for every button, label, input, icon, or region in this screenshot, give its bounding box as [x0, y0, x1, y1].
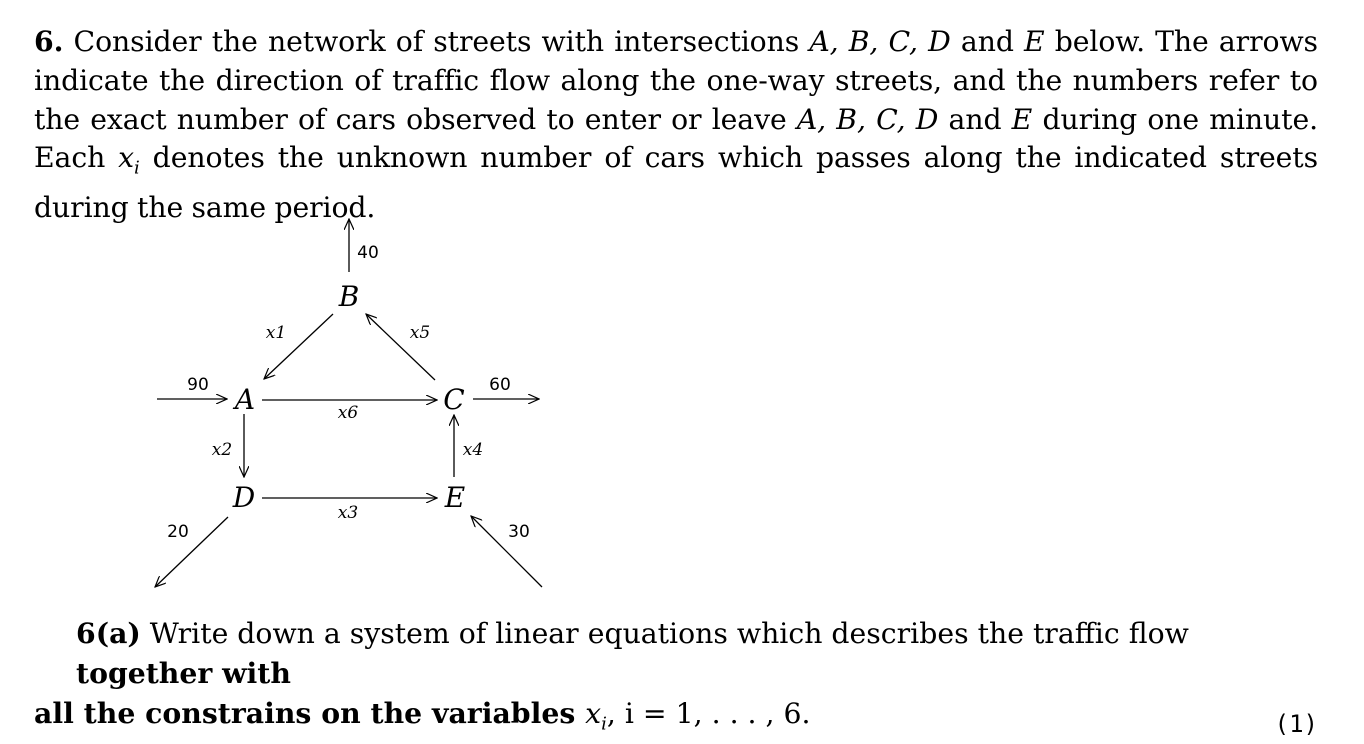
arrow-into-E	[471, 516, 542, 587]
problem-number: 6.	[34, 24, 64, 58]
question-6a-line1	[34, 614, 1318, 694]
node-A: A	[234, 383, 256, 416]
node-B: B	[338, 280, 360, 313]
last-intersection-1: E	[1024, 25, 1045, 58]
question-6a-label: 6(a)	[76, 616, 141, 650]
label-x5: x5	[409, 323, 431, 343]
variable-xi: $x_i$	[118, 141, 140, 180]
problem-text-part1: Consider the network of streets with intersections	[73, 25, 810, 58]
label-x1: x1	[265, 323, 287, 343]
last-intersection-2: E	[1011, 102, 1033, 136]
node-C: C	[443, 383, 465, 416]
problem-text-part3: during one minute. Each	[34, 102, 1318, 175]
label-x4: x4	[462, 440, 484, 460]
arrow-out-of-D	[155, 517, 228, 587]
flow-out-of-D: 20	[167, 522, 189, 542]
question-6a	[34, 614, 1318, 744]
problem-text-part2: below. The arrows indicate the direction of traffic flow along the one-way streets, and the numbers refer to the exact number of cars observed to enter or leave	[34, 25, 1318, 136]
and-word-1: and	[950, 25, 1025, 58]
label-x3: x3	[337, 503, 359, 523]
question-6a-tail: , i = 1, . . . , 6.	[606, 696, 811, 730]
flow-out-of-C: 60	[489, 375, 511, 395]
label-x2: x2	[211, 440, 233, 460]
problem-text-part4: denotes the unknown number of cars which passes along the indicated streets during the same period.	[34, 141, 1319, 224]
marks-badge: (1)	[1274, 710, 1318, 739]
question-6a-text: Write down a system of linear equations which describes the traffic flow	[140, 617, 1189, 650]
question-6a-var: $x_i$	[585, 696, 607, 735]
node-E: E	[444, 481, 466, 514]
question-6a-line2	[34, 694, 1318, 744]
flow-into-A: 90	[187, 375, 209, 395]
flow-out-of-B: 40	[357, 243, 379, 263]
label-x6: x6	[337, 403, 359, 423]
intersections-list-1: A, B, C, D	[809, 25, 951, 58]
flow-into-E: 30	[508, 522, 530, 542]
question-6a-bold1: together with	[76, 655, 291, 690]
node-D: D	[232, 481, 256, 514]
and-word-2: and	[938, 102, 1012, 136]
intersections-list-2: A, B, C, D	[796, 102, 939, 136]
question-6a-bold2: all the constrains on the variables	[34, 695, 586, 730]
